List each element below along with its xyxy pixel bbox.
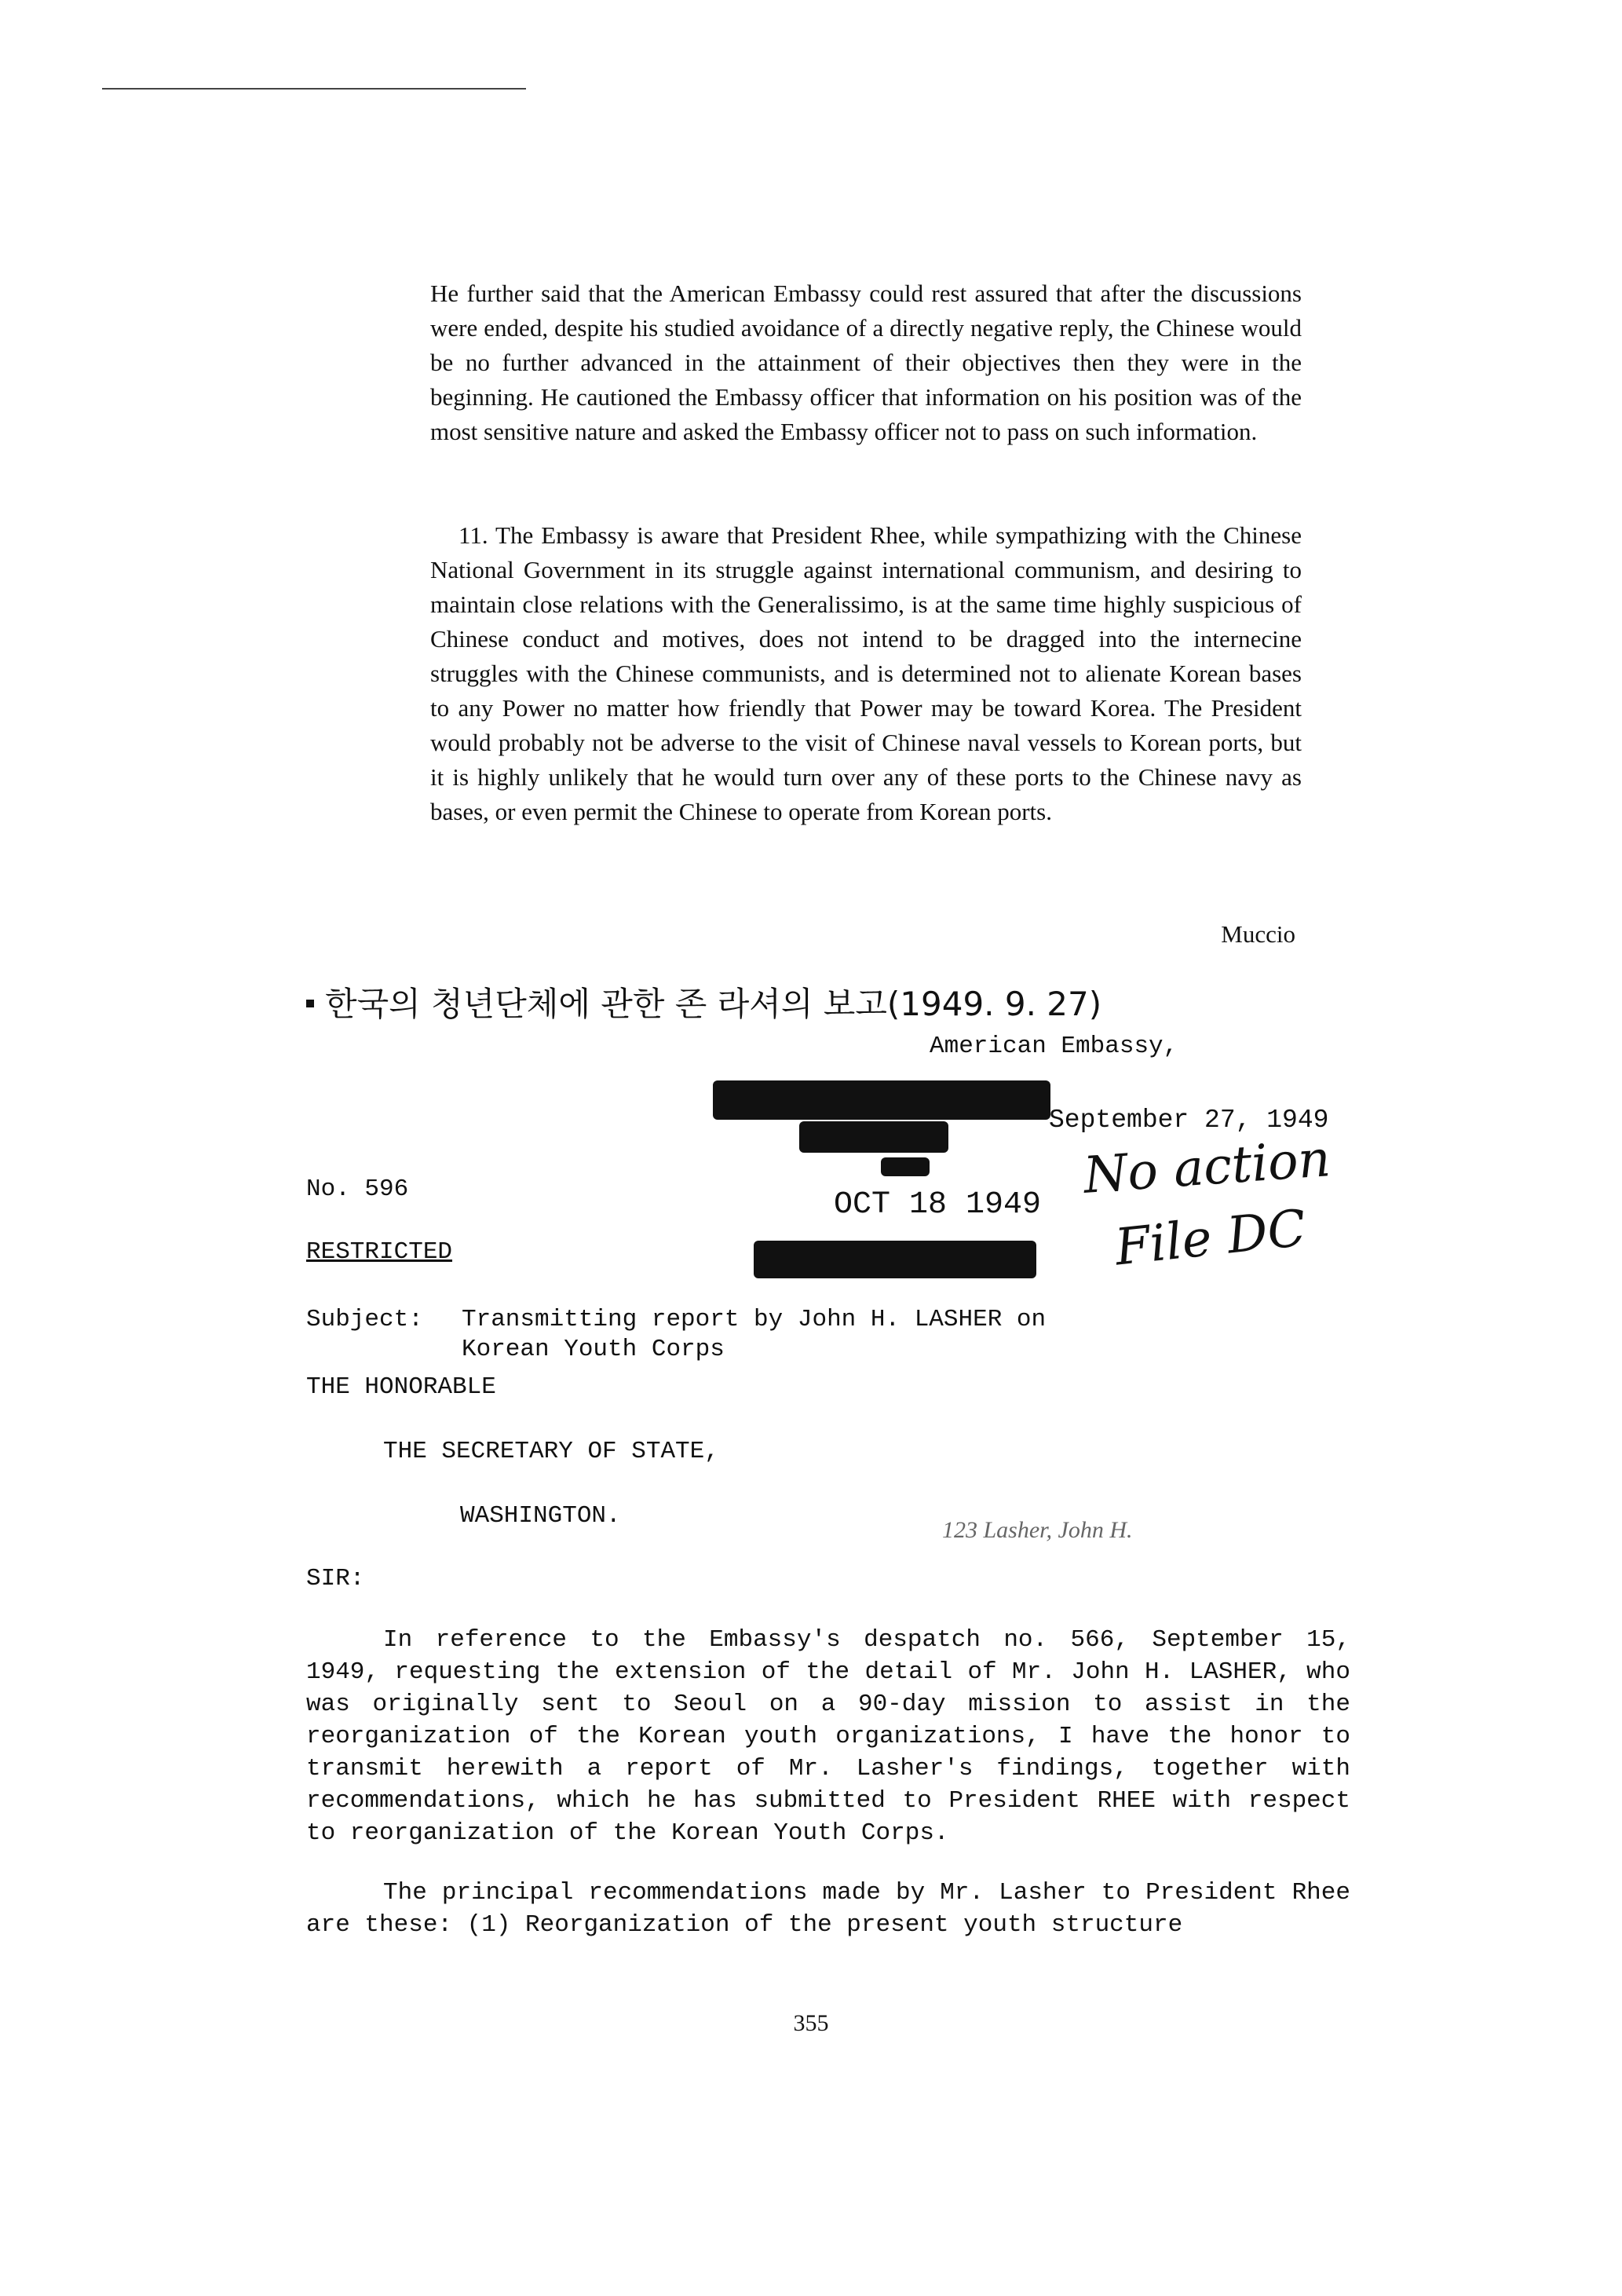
addressee-line-2: THE SECRETARY OF STATE,	[383, 1438, 719, 1465]
signature-muccio: Muccio	[1221, 920, 1295, 948]
paragraph-11: 11. The Embassy is aware that President Rhee, while sympathizing with the Chinese National Government in its struggle against international communism, and desiring to maintain close relations with the Generalissimo, is at the same time highly suspicious of Chinese conduct and motives, does not intend to be dragged into the internecine struggles with the Chinese communists, and is determined not to alienate Korean bases to any Power no matter how friendly that Power may be toward Korea. The President would probably not be adverse to the visit of Chinese naval vessels to Korean ports, but it is highly unlikely that he would turn over any of these ports to the Chinese navy as bases, or even permit the Chinese to operate from Korean ports.	[430, 521, 1302, 825]
subject-line-2: Korean Youth Corps	[462, 1336, 725, 1363]
redaction-stamp-4	[754, 1241, 1036, 1278]
addressee-line-1: THE HONORABLE	[306, 1373, 496, 1401]
salutation: SIR:	[306, 1565, 365, 1592]
page-number: 355	[793, 2010, 829, 2036]
previous-paragraph: He further said that the American Embassy could rest assured that after the discussions were ended, despite his studied avoidance of a directly negative reply, the Chinese would be no further advanced in the attainment of their objectives then they were in the beginning. He cautioned the Embassy officer that information on his position was of the most sensitive nature and asked the Embassy officer not to pass on such information.	[430, 280, 1302, 445]
letter-paragraph-1: In reference to the Embassy's despatch no. 566, September 15, 1949, requesting the extension of the detail of Mr. John H. LASHER, who was originally sent to Seoul on a 90-day mission to assist in the reorganization of the Korean youth organizations, I have the honor to transmit herewith a report of Mr. Lasher's findings, together with recommendations, which he has submitted to President RHEE with respect to reorganization of the Korean Youth Corps.	[306, 1626, 1350, 1847]
classification-restricted: RESTRICTED	[306, 1238, 453, 1266]
section-heading	[306, 978, 1101, 1026]
redaction-stamp-1	[713, 1080, 1050, 1120]
section-heading-text: 한국의 청년단체에 관한 존 라셔의 보고(1949. 9. 27)	[325, 985, 1102, 1023]
redaction-stamp-3	[881, 1157, 930, 1176]
bullet-icon	[306, 1000, 314, 1007]
subject-line-1: Transmitting report by John H. LASHER on	[462, 1306, 1047, 1333]
handwritten-no-action: No action	[1081, 1130, 1333, 1205]
received-date-stamp: OCT 18 1949	[834, 1187, 1042, 1223]
handwritten-file: File DC	[1112, 1199, 1310, 1278]
redaction-stamp-2	[799, 1121, 948, 1153]
date-line: September 27, 1949	[1049, 1106, 1329, 1135]
addressee-line-3: WASHINGTON.	[460, 1502, 621, 1530]
top-rule	[102, 88, 526, 90]
sender-line: American Embassy,	[930, 1033, 1178, 1060]
despatch-number: No. 596	[306, 1175, 409, 1203]
subject-label: Subject:	[306, 1306, 423, 1333]
letter-paragraph-2: The principal recommendations made by Mr. Lasher to President Rhee are these: (1) Reorganization of the present youth structure	[306, 1879, 1350, 1939]
handwritten-file-ref: 123 Lasher, John H.	[942, 1517, 1133, 1543]
